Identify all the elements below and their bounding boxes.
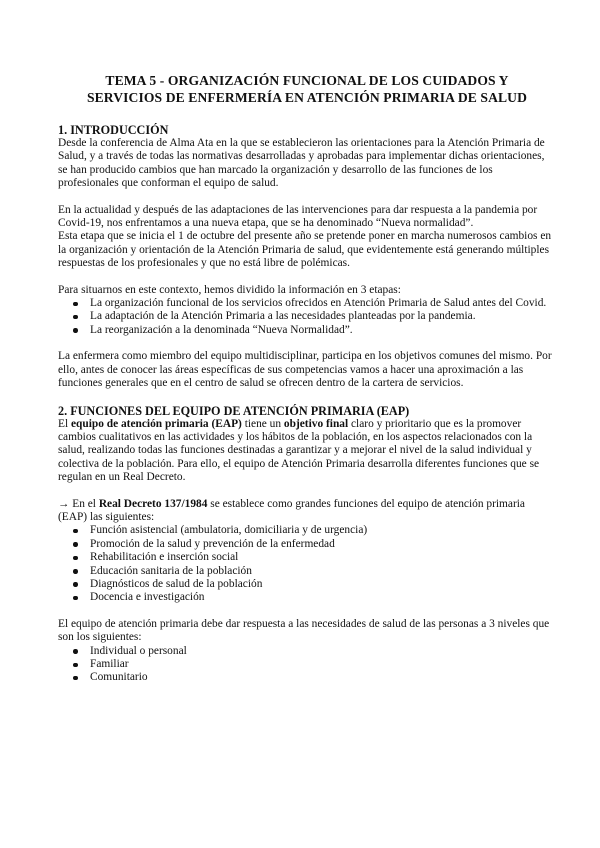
objective-term: objetivo final — [283, 417, 349, 430]
decree-term: Real Decreto 137/1984 — [98, 497, 208, 510]
section-2-paragraph-1: El equipo de atención primaria (EAP) tiene un objetivo final claro y prioritario que es la promover cambios cualitativos en las actividades y los hábitos de la población, en los aspectos relacionados con la salud, realizando todas las funciones destinadas a garantizar y a mejorar el nivel de la salud individual y colectiva de la población. Para ello, el equipo de Atención Primaria desarrolla diferentes funciones que se regulan en un Real Decreto. — [58, 417, 540, 484]
list-item: La reorganización a la denominada “Nueva Normalidad”. — [90, 324, 556, 337]
list-item: La adaptación de la Atención Primaria a las necesidades planteadas por la pandemia. — [90, 310, 556, 323]
title-line-1: TEMA 5 - ORGANIZACIÓN FUNCIONAL DE LOS CUIDADOS Y — [105, 73, 509, 88]
document-title — [58, 72, 556, 106]
list-item: Individual o personal — [90, 645, 556, 658]
section-1-paragraph-4: Para situarnos en este contexto, hemos dividido la información en 3 etapas: — [58, 283, 401, 296]
eap-term: equipo de atención primaria (EAP) — [70, 417, 242, 430]
list-item: Función asistencial (ambulatoria, domiciliaria y de urgencia) — [90, 524, 556, 537]
list-item: Diagnósticos de salud de la población — [90, 578, 556, 591]
section-2-paragraph-3: El equipo de atención primaria debe dar respuesta a las necesidades de salud de las personas a 3 niveles que son los siguientes: — [58, 617, 550, 644]
levels-list — [58, 645, 556, 685]
section-1-paragraph-2: En la actualidad y después de las adaptaciones de las intervenciones para dar respuesta a la pandemia por Covid-19, nos enfrentamos a una nueva etapa, que se ha denominado “Nueva normalidad”. — [58, 203, 538, 230]
section-1-heading: 1. INTRODUCCIÓN — [58, 123, 169, 137]
section-2-heading: 2. FUNCIONES DEL EQUIPO DE ATENCIÓN PRIMARIA (EAP) — [58, 403, 410, 418]
list-item: Comunitario — [90, 671, 556, 684]
title-line-2: SERVICIOS DE ENFERMERÍA EN ATENCIÓN PRIMARIA DE SALUD — [86, 90, 527, 105]
stages-list — [58, 297, 556, 337]
section-1-paragraph-5: La enfermera como miembro del equipo multidisciplinar, participa en los objetivos comunes del mismo. Por ello, antes de conocer las áreas específicas de sus competencias vamos a hacer una aproximación a las funciones generales que en el centro de salud se ofrecen dentro de la cartera de servicios. — [58, 350, 552, 390]
list-item: Rehabilitación e inserción social — [90, 551, 556, 564]
list-item: La organización funcional de los servicios ofrecidos en Atención Primaria de Salud antes del Covid. — [90, 297, 556, 310]
section-2-paragraph-2: → En el Real Decreto 137/1984 se establece como grandes funciones del equipo de atención primaria (EAP) las siguientes: — [58, 497, 525, 523]
list-item: Promoción de la salud y prevención de la enfermedad — [90, 538, 556, 551]
list-item: Docencia e investigación — [90, 591, 556, 604]
list-item: Familiar — [90, 658, 556, 671]
section-1-paragraph-3: Esta etapa que se inicia el 1 de octubre del presente año se pretende poner en marcha numerosos cambios en la organización y orientación de la Atención Primaria de salud, que evidentemente está generando múltiples respuestas de los profesionales y que no está libre de polémicas. — [58, 230, 552, 270]
functions-list — [58, 524, 556, 604]
list-item: Educación sanitaria de la población — [90, 565, 556, 578]
section-1-paragraph-1: Desde la conferencia de Alma Ata en la que se establecieron las orientaciones para la Atención Primaria de Salud, y a través de todas las normativas desarrolladas y aprobadas para implementar dichas orientaciones, se han producido cambios que han marcado la organización y desarrollo de las funciones de los profesionales que conforman el equipo de salud. — [58, 137, 545, 190]
